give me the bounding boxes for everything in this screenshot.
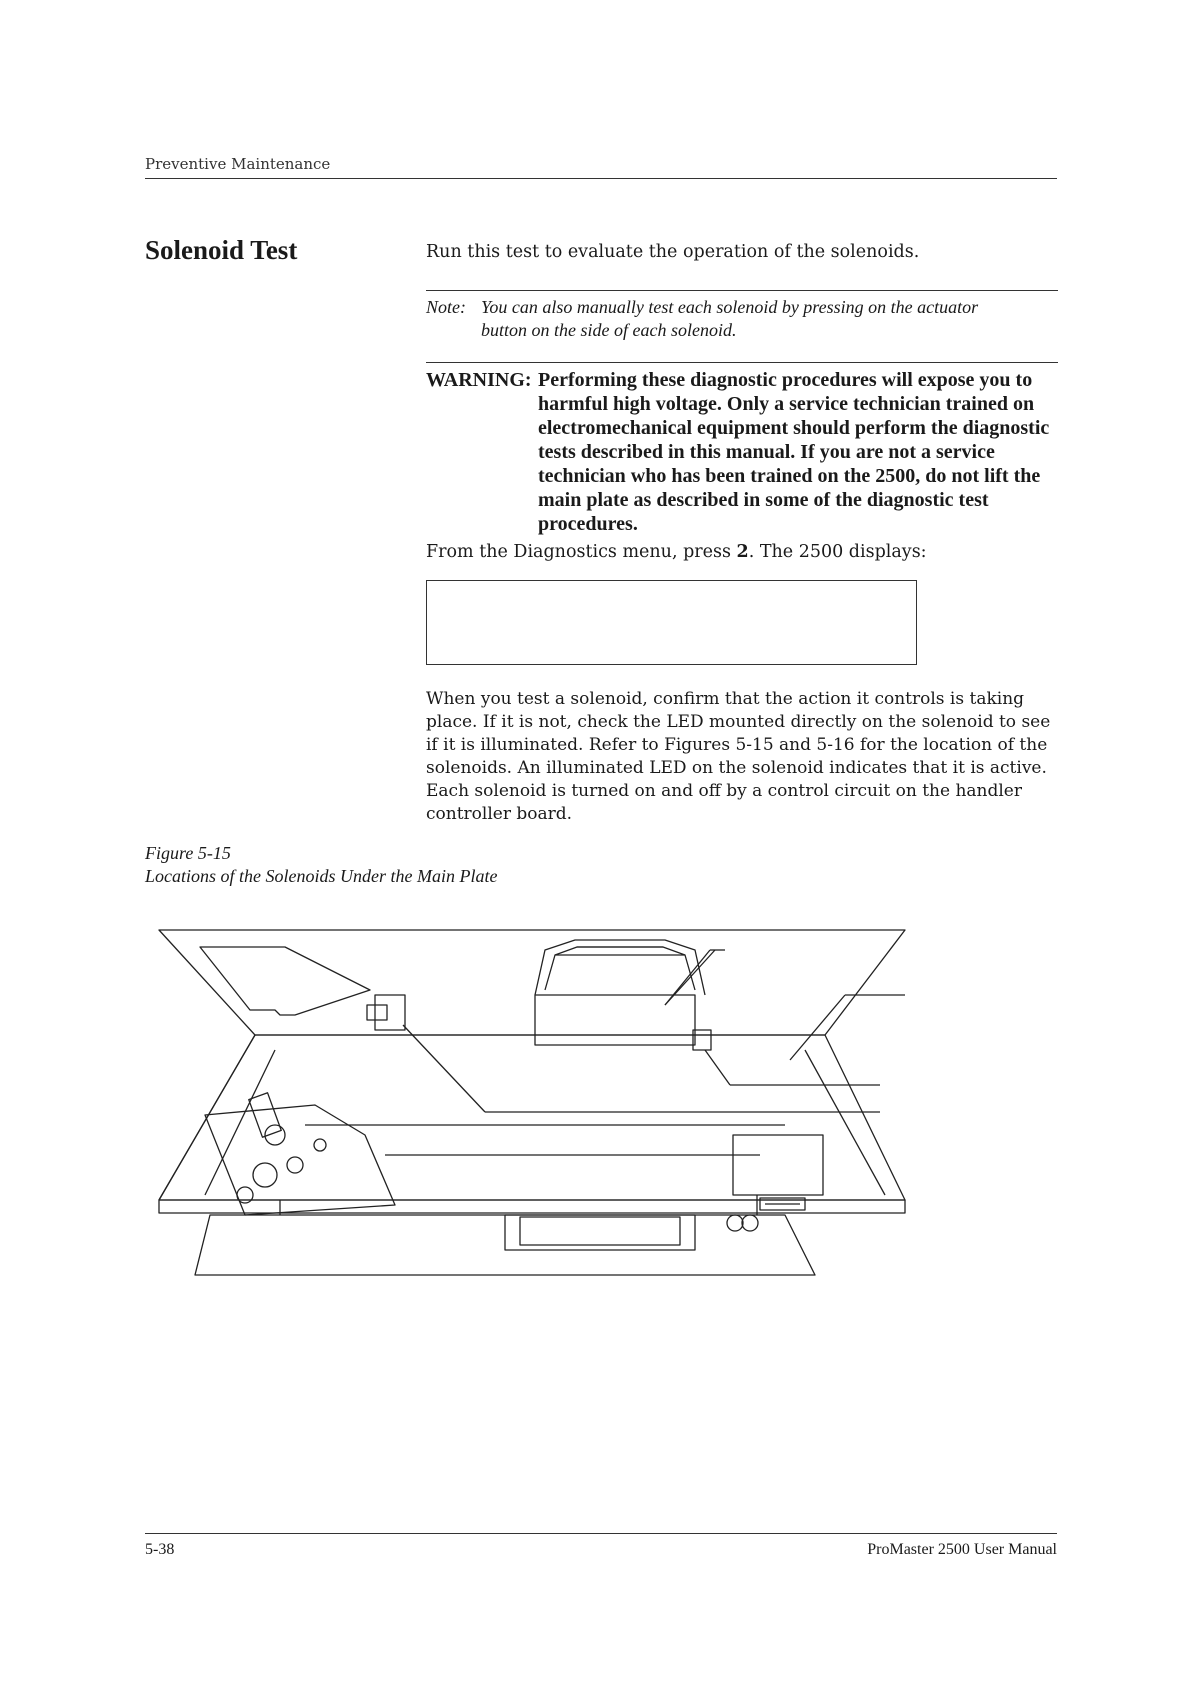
- note: [426, 296, 1058, 342]
- note-rule: [426, 290, 1058, 291]
- instruction: [426, 542, 1058, 562]
- page-number: 5-38: [145, 1541, 175, 1558]
- instruction-prefix: From the Diagnostics menu, press: [426, 542, 737, 562]
- warning-label: WARNING:: [426, 369, 532, 391]
- note-line2: button on the side of each solenoid.: [481, 320, 737, 340]
- note-line1: You can also manually test each solenoid by pressing on the actuator: [481, 297, 979, 317]
- instruction-key: 2: [736, 542, 749, 562]
- footer-rule: [145, 1533, 1057, 1534]
- figure-number: Figure 5-15: [145, 843, 231, 863]
- display-box: [426, 580, 917, 665]
- left-mechanism: [205, 1105, 395, 1215]
- plate-cutout: [200, 947, 370, 1015]
- drawer: [733, 1135, 823, 1195]
- solenoid-location-illustration: [145, 895, 925, 1325]
- figure-caption: Locations of the Solenoids Under the Main Plate: [145, 866, 498, 886]
- manual-title: ProMaster 2500 User Manual: [867, 1541, 1057, 1558]
- section-title: Solenoid Test: [145, 235, 298, 265]
- solenoid-upper-left: [375, 995, 405, 1030]
- warning-rule: [426, 362, 1058, 363]
- solenoid-right: [693, 1030, 711, 1050]
- intro-text: Run this test to evaluate the operation of the solenoids.: [426, 242, 920, 262]
- main-plate: [159, 930, 905, 1035]
- running-head: Preventive Maintenance: [145, 155, 331, 173]
- body-paragraph: When you test a solenoid, confirm that the action it controls is taking place. If it is not, check the LED mounted directly on the solenoid to see if it is illuminated. Refer to Figures 5-15 and 5-16 for the location of the solenoids. An illuminated LED on the solenoid indicates that it is active. Each solenoid is turned on and off by a control circuit on the handler controller board.: [426, 689, 1051, 824]
- instruction-suffix: . The 2500 displays:: [748, 542, 927, 562]
- note-label: Note:: [426, 297, 466, 317]
- warning-text: Performing these diagnostic procedures will expose you to harmful high voltage. Only a service technician trained on electromechanical equipment should perform the diagnostic tests described in this manual. If you are not a service technician who has been trained on the 2500, do not lift the main plate as described in some of the diagnostic test procedures.: [538, 369, 1050, 535]
- header-rule: [145, 178, 1057, 179]
- sorter-housing: [535, 995, 695, 1045]
